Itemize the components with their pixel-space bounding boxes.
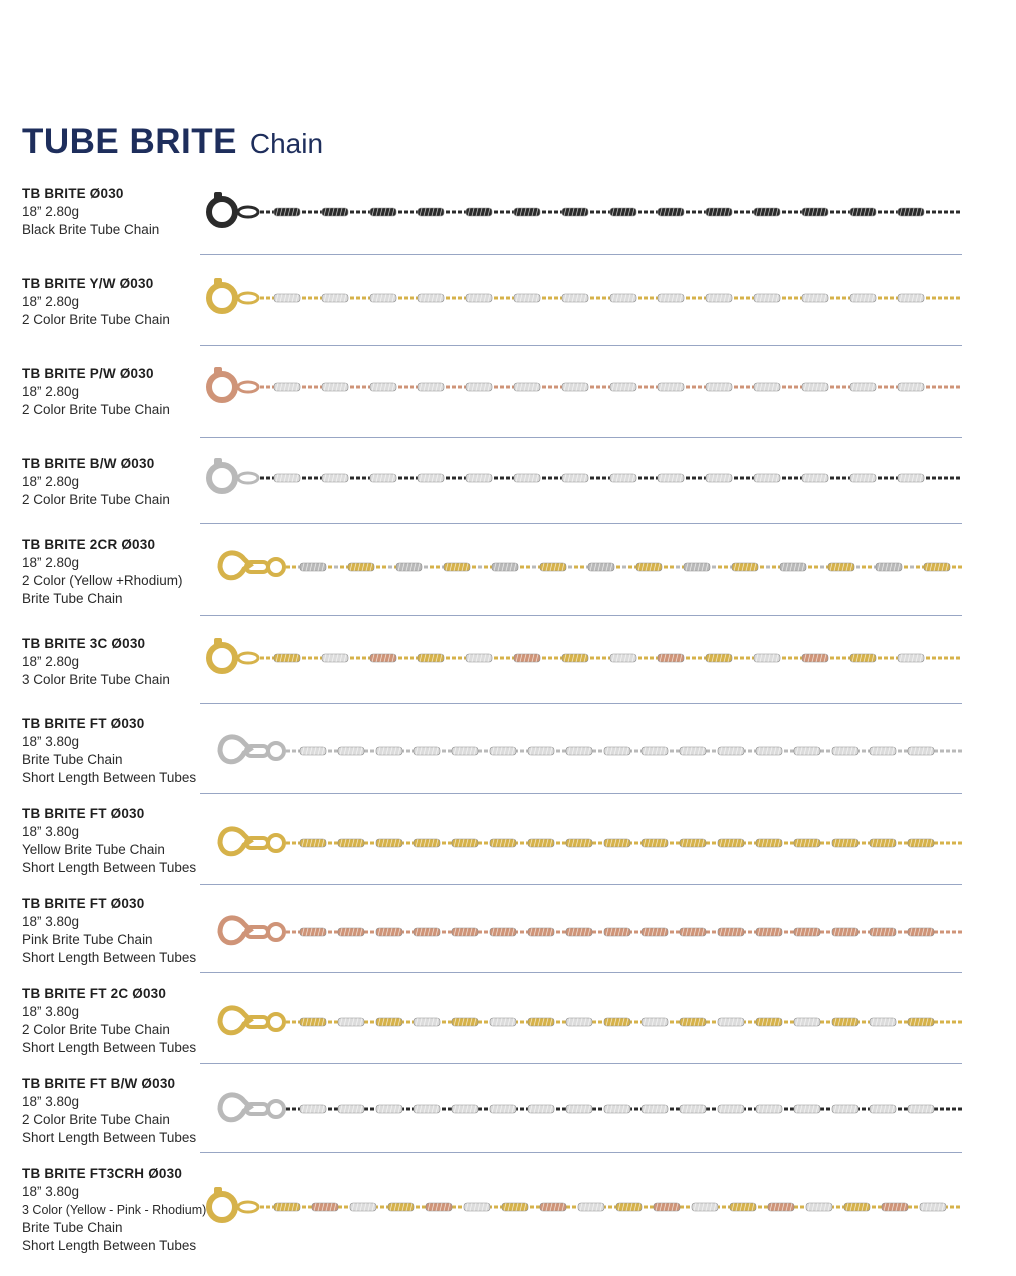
chain-image [200,721,962,781]
chain-tube [898,654,924,662]
chain-tube [732,563,758,571]
chain-tube [616,1203,642,1211]
row-divider [200,793,962,794]
page-title [22,124,323,159]
spring-ring-clasp-icon [209,367,258,400]
chain-tube [528,839,554,847]
chain-tube [566,928,592,936]
product-desc-line: Short Length Between Tubes [22,950,197,965]
product-description [22,1075,222,1147]
chain-tube [376,747,402,755]
row-divider [200,523,962,524]
chain-tube [418,474,444,482]
chain-tube [832,839,858,847]
chain-tube [414,747,440,755]
chain-tube [794,747,820,755]
chain-tube [642,839,668,847]
chain-tube [756,928,782,936]
product-code: TB BRITE P/W Ø030 [22,366,154,381]
chain-tube [370,654,396,662]
product-code: TB BRITE FT3CRH Ø030 [22,1166,183,1181]
chain-tube [562,383,588,391]
product-spec: 18” 2.80g [22,204,80,219]
chain-tube [850,208,876,216]
chain-tube [658,654,684,662]
page-title-main: TUBE BRITE [22,122,237,161]
chain-tube [604,747,630,755]
chain-tube [322,383,348,391]
product-code: TB BRITE FT B/W Ø030 [22,1076,176,1091]
chain-tube [828,563,854,571]
chain-tube [322,654,348,662]
chain-tube [604,1018,630,1026]
chain-tube [754,208,780,216]
chain-tube [466,208,492,216]
product-desc-line: Short Length Between Tubes [22,1238,197,1253]
chain-tube [300,1105,326,1113]
chain-tube [680,839,706,847]
chain-tube [350,1203,376,1211]
chain-tube [658,383,684,391]
chain-tube [514,474,540,482]
chain-tube [322,294,348,302]
product-code: TB BRITE 3C Ø030 [22,636,146,651]
chain-tube [338,1018,364,1026]
product-desc-line: 3 Color Brite Tube Chain [22,672,170,687]
chain-tube [562,208,588,216]
chain-tube [514,294,540,302]
chain-image [200,992,962,1052]
product-desc-line: Short Length Between Tubes [22,770,197,785]
chain-tube [908,1018,934,1026]
chain-tube [870,1018,896,1026]
chain-tube [832,928,858,936]
chain-tube [348,563,374,571]
product-desc-line: 3 Color (Yellow - Pink - Rhodium) [22,1203,207,1217]
chain-tube [658,294,684,302]
chain-tube [898,474,924,482]
chain-tube [794,839,820,847]
chain-tube [642,747,668,755]
row-divider [200,437,962,438]
lobster-clasp-icon [220,918,284,943]
spring-ring-clasp-icon [209,192,258,225]
chain-tube [756,1018,782,1026]
product-desc-line: 2 Color Brite Tube Chain [22,492,170,507]
product-spec: 18” 3.80g [22,1094,80,1109]
chain-tube [756,1105,782,1113]
row-divider [200,1152,962,1153]
product-code: TB BRITE 2CR Ø030 [22,537,156,552]
product-code: TB BRITE B/W Ø030 [22,456,155,471]
chain-tube [806,1203,832,1211]
spring-ring-clasp-icon [209,458,258,491]
chain-image [200,537,962,597]
chain-tube [658,474,684,482]
chain-tube [514,208,540,216]
lobster-clasp-icon [220,553,284,578]
chain-tube [528,928,554,936]
spring-ring-clasp-icon [209,638,258,671]
chain-tube [274,383,300,391]
lobster-clasp-icon [220,1008,284,1033]
product-description [22,455,222,509]
chain-tube [492,563,518,571]
product-spec: 18” 3.80g [22,1184,80,1199]
chain-tube [802,654,828,662]
chain-tube [754,654,780,662]
chain-tube [768,1203,794,1211]
product-spec: 18” 2.80g [22,474,80,489]
chain-tube [418,208,444,216]
product-desc-line: Short Length Between Tubes [22,860,197,875]
chain-tube [908,1105,934,1113]
chain-tube [370,474,396,482]
chain-tube [502,1203,528,1211]
chain-tube [300,928,326,936]
chain-tube [850,654,876,662]
chain-tube [850,383,876,391]
chain-tube [426,1203,452,1211]
chain-tube [566,747,592,755]
chain-tube [756,747,782,755]
chain-tube [780,563,806,571]
chain-tube [322,474,348,482]
product-description [22,895,222,967]
row-divider [200,615,962,616]
chain-tube [540,1203,566,1211]
row-divider [200,972,962,973]
chain-tube [754,383,780,391]
product-desc-line: Short Length Between Tubes [22,1130,197,1145]
product-description [22,715,222,787]
product-desc-line: Black Brite Tube Chain [22,222,160,237]
chain-tube [756,839,782,847]
chain-image [200,357,962,417]
chain-tube [832,747,858,755]
chain-tube [898,208,924,216]
product-description [22,805,222,877]
chain-tube [578,1203,604,1211]
chain-tube [414,928,440,936]
chain-tube [490,928,516,936]
chain-tube [466,654,492,662]
chain-tube [274,294,300,302]
chain-tube [706,474,732,482]
chain-tube [274,654,300,662]
chain-tube [588,563,614,571]
chain-tube [604,928,630,936]
chain-tube [718,839,744,847]
chain-tube [870,928,896,936]
chain-tube [684,563,710,571]
product-desc-line: 2 Color Brite Tube Chain [22,312,170,327]
chain-tube [610,474,636,482]
chain-tube [680,1105,706,1113]
chain-tube [322,208,348,216]
product-description [22,536,222,608]
product-desc-line: Brite Tube Chain [22,591,123,606]
chain-tube [718,1105,744,1113]
chain-tube [870,839,896,847]
chain-tube [376,928,402,936]
chain-tube [528,747,554,755]
chain-tube [452,1105,478,1113]
lobster-clasp-icon [220,737,284,762]
chain-tube [376,1105,402,1113]
product-description [22,1165,222,1255]
chain-tube [706,654,732,662]
lobster-clasp-icon [220,829,284,854]
product-spec: 18” 3.80g [22,1004,80,1019]
chain-tube [452,839,478,847]
chain-tube [802,474,828,482]
chain-tube [562,474,588,482]
product-spec: 18” 3.80g [22,914,80,929]
chain-tube [754,474,780,482]
chain-tube [300,839,326,847]
product-description [22,185,222,239]
chain-tube [680,1018,706,1026]
chain-tube [466,474,492,482]
chain-tube [908,747,934,755]
chain-tube [490,1105,516,1113]
chain-tube [300,1018,326,1026]
page-title-sub: Chain [249,128,324,159]
chain-tube [604,839,630,847]
chain-tube [490,747,516,755]
chain-tube [540,563,566,571]
chain-tube [850,294,876,302]
chain-tube [528,1105,554,1113]
chain-tube [794,1105,820,1113]
chain-tube [898,383,924,391]
chain-image [200,1079,962,1139]
chain-tube [604,1105,630,1113]
product-desc-line: 2 Color (Yellow +Rhodium) [22,573,183,588]
chain-tube [832,1105,858,1113]
chain-tube [562,654,588,662]
chain-tube [610,294,636,302]
chain-tube [418,294,444,302]
product-spec: 18” 2.80g [22,555,80,570]
chain-tube [466,383,492,391]
product-spec: 18” 2.80g [22,294,80,309]
chain-tube [706,294,732,302]
product-description [22,985,222,1057]
row-divider [200,703,962,704]
chain-tube [802,383,828,391]
product-desc-line: 2 Color Brite Tube Chain [22,1022,170,1037]
chain-tube [876,563,902,571]
chain-image [200,813,962,873]
product-code: TB BRITE FT Ø030 [22,896,145,911]
chain-tube [850,474,876,482]
row-divider [200,345,962,346]
row-divider [200,1063,962,1064]
chain-tube [794,1018,820,1026]
chain-tube [514,383,540,391]
chain-tube [274,208,300,216]
chain-tube [754,294,780,302]
chain-image [200,268,962,328]
chain-tube [706,383,732,391]
product-code: TB BRITE FT 2C Ø030 [22,986,167,1001]
spring-ring-clasp-icon [209,278,258,311]
chain-tube [718,1018,744,1026]
product-spec: 18” 2.80g [22,654,80,669]
chain-tube [706,208,732,216]
chain-image [200,1177,962,1237]
chain-tube [680,747,706,755]
chain-tube [274,474,300,482]
chain-tube [794,928,820,936]
product-code: TB BRITE FT Ø030 [22,806,145,821]
chain-tube [870,1105,896,1113]
chain-tube [636,563,662,571]
chain-tube [464,1203,490,1211]
chain-tube [680,928,706,936]
chain-tube [388,1203,414,1211]
product-desc-line: Yellow Brite Tube Chain [22,842,165,857]
chain-tube [610,654,636,662]
chain-tube [452,747,478,755]
chain-tube [452,1018,478,1026]
chain-tube [610,383,636,391]
chain-tube [920,1203,946,1211]
chain-image [200,628,962,688]
chain-tube [338,839,364,847]
chain-tube [870,747,896,755]
chain-tube [274,1203,300,1211]
chain-tube [490,839,516,847]
chain-tube [414,1018,440,1026]
chain-tube [338,928,364,936]
row-divider [200,884,962,885]
chain-tube [376,1018,402,1026]
chain-tube [658,208,684,216]
chain-tube [908,839,934,847]
chain-tube [528,1018,554,1026]
lobster-clasp-icon [220,1095,284,1120]
spring-ring-clasp-icon [209,1187,258,1220]
chain-tube [908,928,934,936]
chain-tube [566,1105,592,1113]
chain-tube [610,208,636,216]
chain-tube [418,383,444,391]
product-code: TB BRITE FT Ø030 [22,716,145,731]
product-description [22,635,222,689]
product-description [22,365,222,419]
product-code: TB BRITE Y/W Ø030 [22,276,154,291]
chain-tube [654,1203,680,1211]
chain-tube [300,563,326,571]
chain-tube [642,1018,668,1026]
chain-tube [452,928,478,936]
product-spec: 18” 3.80g [22,824,80,839]
chain-tube [376,839,402,847]
chain-tube [490,1018,516,1026]
chain-tube [924,563,950,571]
product-code: TB BRITE Ø030 [22,186,124,201]
row-divider [200,254,962,255]
chain-tube [370,294,396,302]
chain-tube [338,1105,364,1113]
product-desc-line: Short Length Between Tubes [22,1040,197,1055]
product-description [22,275,222,329]
chain-tube [718,747,744,755]
chain-tube [444,563,470,571]
chain-tube [338,747,364,755]
chain-tube [692,1203,718,1211]
chain-tube [562,294,588,302]
chain-tube [370,383,396,391]
chain-image [200,902,962,962]
chain-tube [466,294,492,302]
chain-tube [802,208,828,216]
chain-tube [370,208,396,216]
chain-image [200,182,962,242]
chain-tube [312,1203,338,1211]
chain-tube [414,839,440,847]
chain-tube [642,1105,668,1113]
chain-tube [418,654,444,662]
product-spec: 18” 3.80g [22,734,80,749]
chain-tube [844,1203,870,1211]
chain-tube [396,563,422,571]
product-desc-line: Brite Tube Chain [22,1220,123,1235]
product-spec: 18” 2.80g [22,384,80,399]
chain-tube [718,928,744,936]
chain-tube [566,1018,592,1026]
product-desc-line: 2 Color Brite Tube Chain [22,1112,170,1127]
chain-tube [514,654,540,662]
product-desc-line: Brite Tube Chain [22,752,123,767]
product-desc-line: 2 Color Brite Tube Chain [22,402,170,417]
chain-tube [882,1203,908,1211]
chain-tube [566,839,592,847]
chain-tube [802,294,828,302]
chain-tube [730,1203,756,1211]
chain-tube [898,294,924,302]
product-desc-line: Pink Brite Tube Chain [22,932,153,947]
chain-tube [642,928,668,936]
chain-image [200,448,962,508]
chain-tube [414,1105,440,1113]
chain-tube [832,1018,858,1026]
chain-tube [300,747,326,755]
